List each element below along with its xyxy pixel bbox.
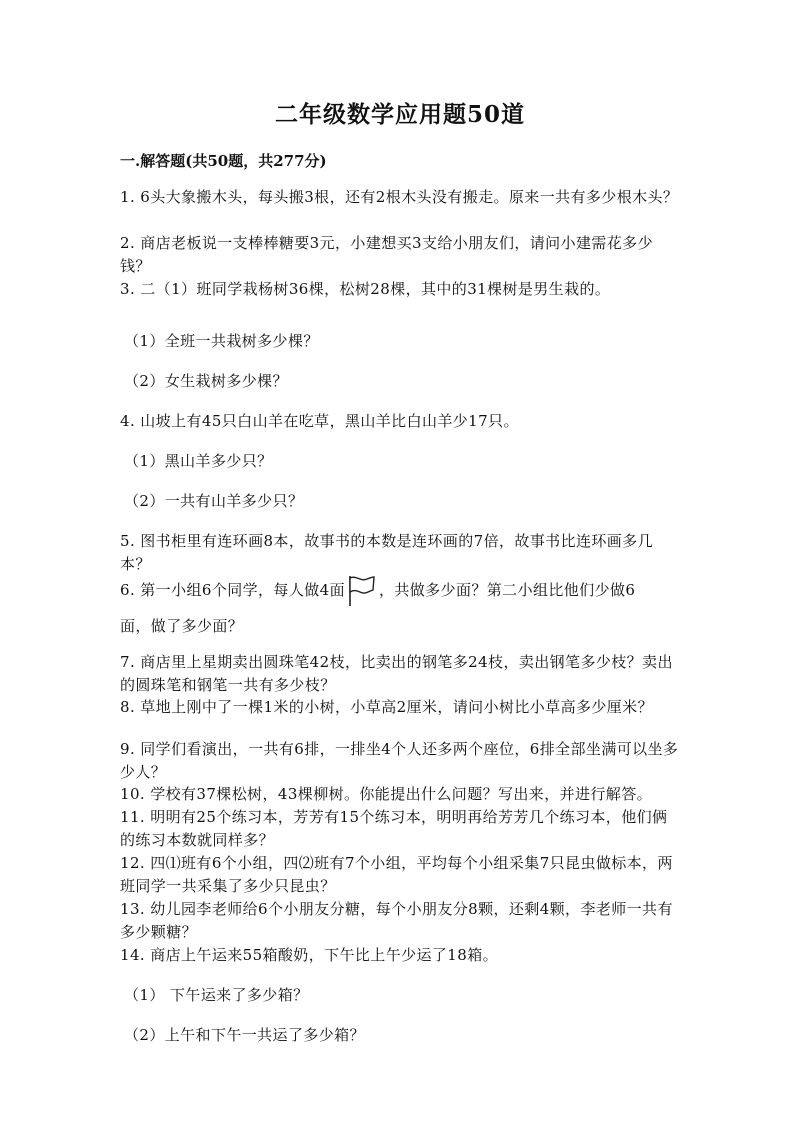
question-6-continued: 面，做了多少面？: [120, 617, 244, 635]
question-7: 7. 商店里上星期卖出圆珠笔42枝，比卖出的钢笔多24枝，卖出钢笔多少枝？卖出的圆珠笔和钢笔一共有多少枝？: [120, 653, 673, 694]
question-12: 12. 四⑴班有6个小组，四⑵班有7个小组，平均每个小组采集7只昆虫做标本，两班同学一共采集了多少只昆虫？: [120, 854, 673, 895]
question-4: 4. 山坡上有45只白山羊在吃草，黑山羊比白山羊少17只。: [120, 412, 519, 430]
question-9: 9. 同学们看演出，一共有6排，一排坐4个人还多两个座位，6排全部坐满可以坐多少人？: [120, 740, 679, 781]
question-14: 14. 商店上午运来55箱酸奶，下午比上午少运了18箱。: [120, 946, 498, 964]
question-1: 1. 6头大象搬木头，每头搬3根，还有2根木头没有搬走。原来一共有多少根木头？: [120, 188, 679, 206]
question-3-part-2: （2）女生栽树多少棵？: [124, 372, 288, 390]
question-11: 11. 明明有25个练习本，芳芳有15个练习本，明明再给芳芳几个练习本，他们俩的练习本数就同样多？: [120, 808, 668, 849]
flag-icon: [347, 574, 377, 608]
question-14-part-1: （1） 下午运来了多少箱？: [124, 986, 309, 1004]
question-14-part-2: （2）上午和下午一共运了多少箱？: [124, 1026, 365, 1044]
question-6-text-b: ，共做多少面？第二小组比他们少做6: [378, 581, 636, 599]
section-heading: 一.解答题(共50题，共277分): [120, 152, 327, 170]
question-3-part-1: （1）全班一共栽树多少棵？: [124, 332, 319, 350]
question-13: 13. 幼儿园李老师给6个小朋友分糖，每个小朋友分8颗，还剩4颗，李老师一共有多少颗糖？: [120, 900, 673, 941]
question-4-part-2: （2）一共有山羊多少只？: [124, 492, 304, 510]
question-6-text-a: 6. 第一小组6个同学，每人做4面: [120, 581, 345, 599]
page-title: 二年级数学应用题50道: [274, 101, 525, 128]
question-8: 8. 草地上刚中了一棵1米的小树，小草高2厘米，请问小树比小草高多少厘米？: [120, 698, 653, 716]
question-2: 2. 商店老板说一支棒棒糖要3元，小建想买3支给小朋友们，请问小建需花多少钱？: [120, 234, 653, 275]
question-5: 5. 图书柜里有连环画8本，故事书的本数是连环画的7倍，故事书比连环画多几本？: [120, 532, 653, 573]
question-3: 3. 二（1）班同学栽杨树36棵，松树28棵，其中的31棵树是男生栽的。: [120, 280, 611, 298]
question-4-part-1: （1）黑山羊多少只？: [124, 452, 273, 470]
question-6: [120, 574, 682, 608]
question-10: 10. 学校有37棵松树，43棵柳树。你能提出什么问题？写出来，并进行解答。: [120, 785, 652, 803]
